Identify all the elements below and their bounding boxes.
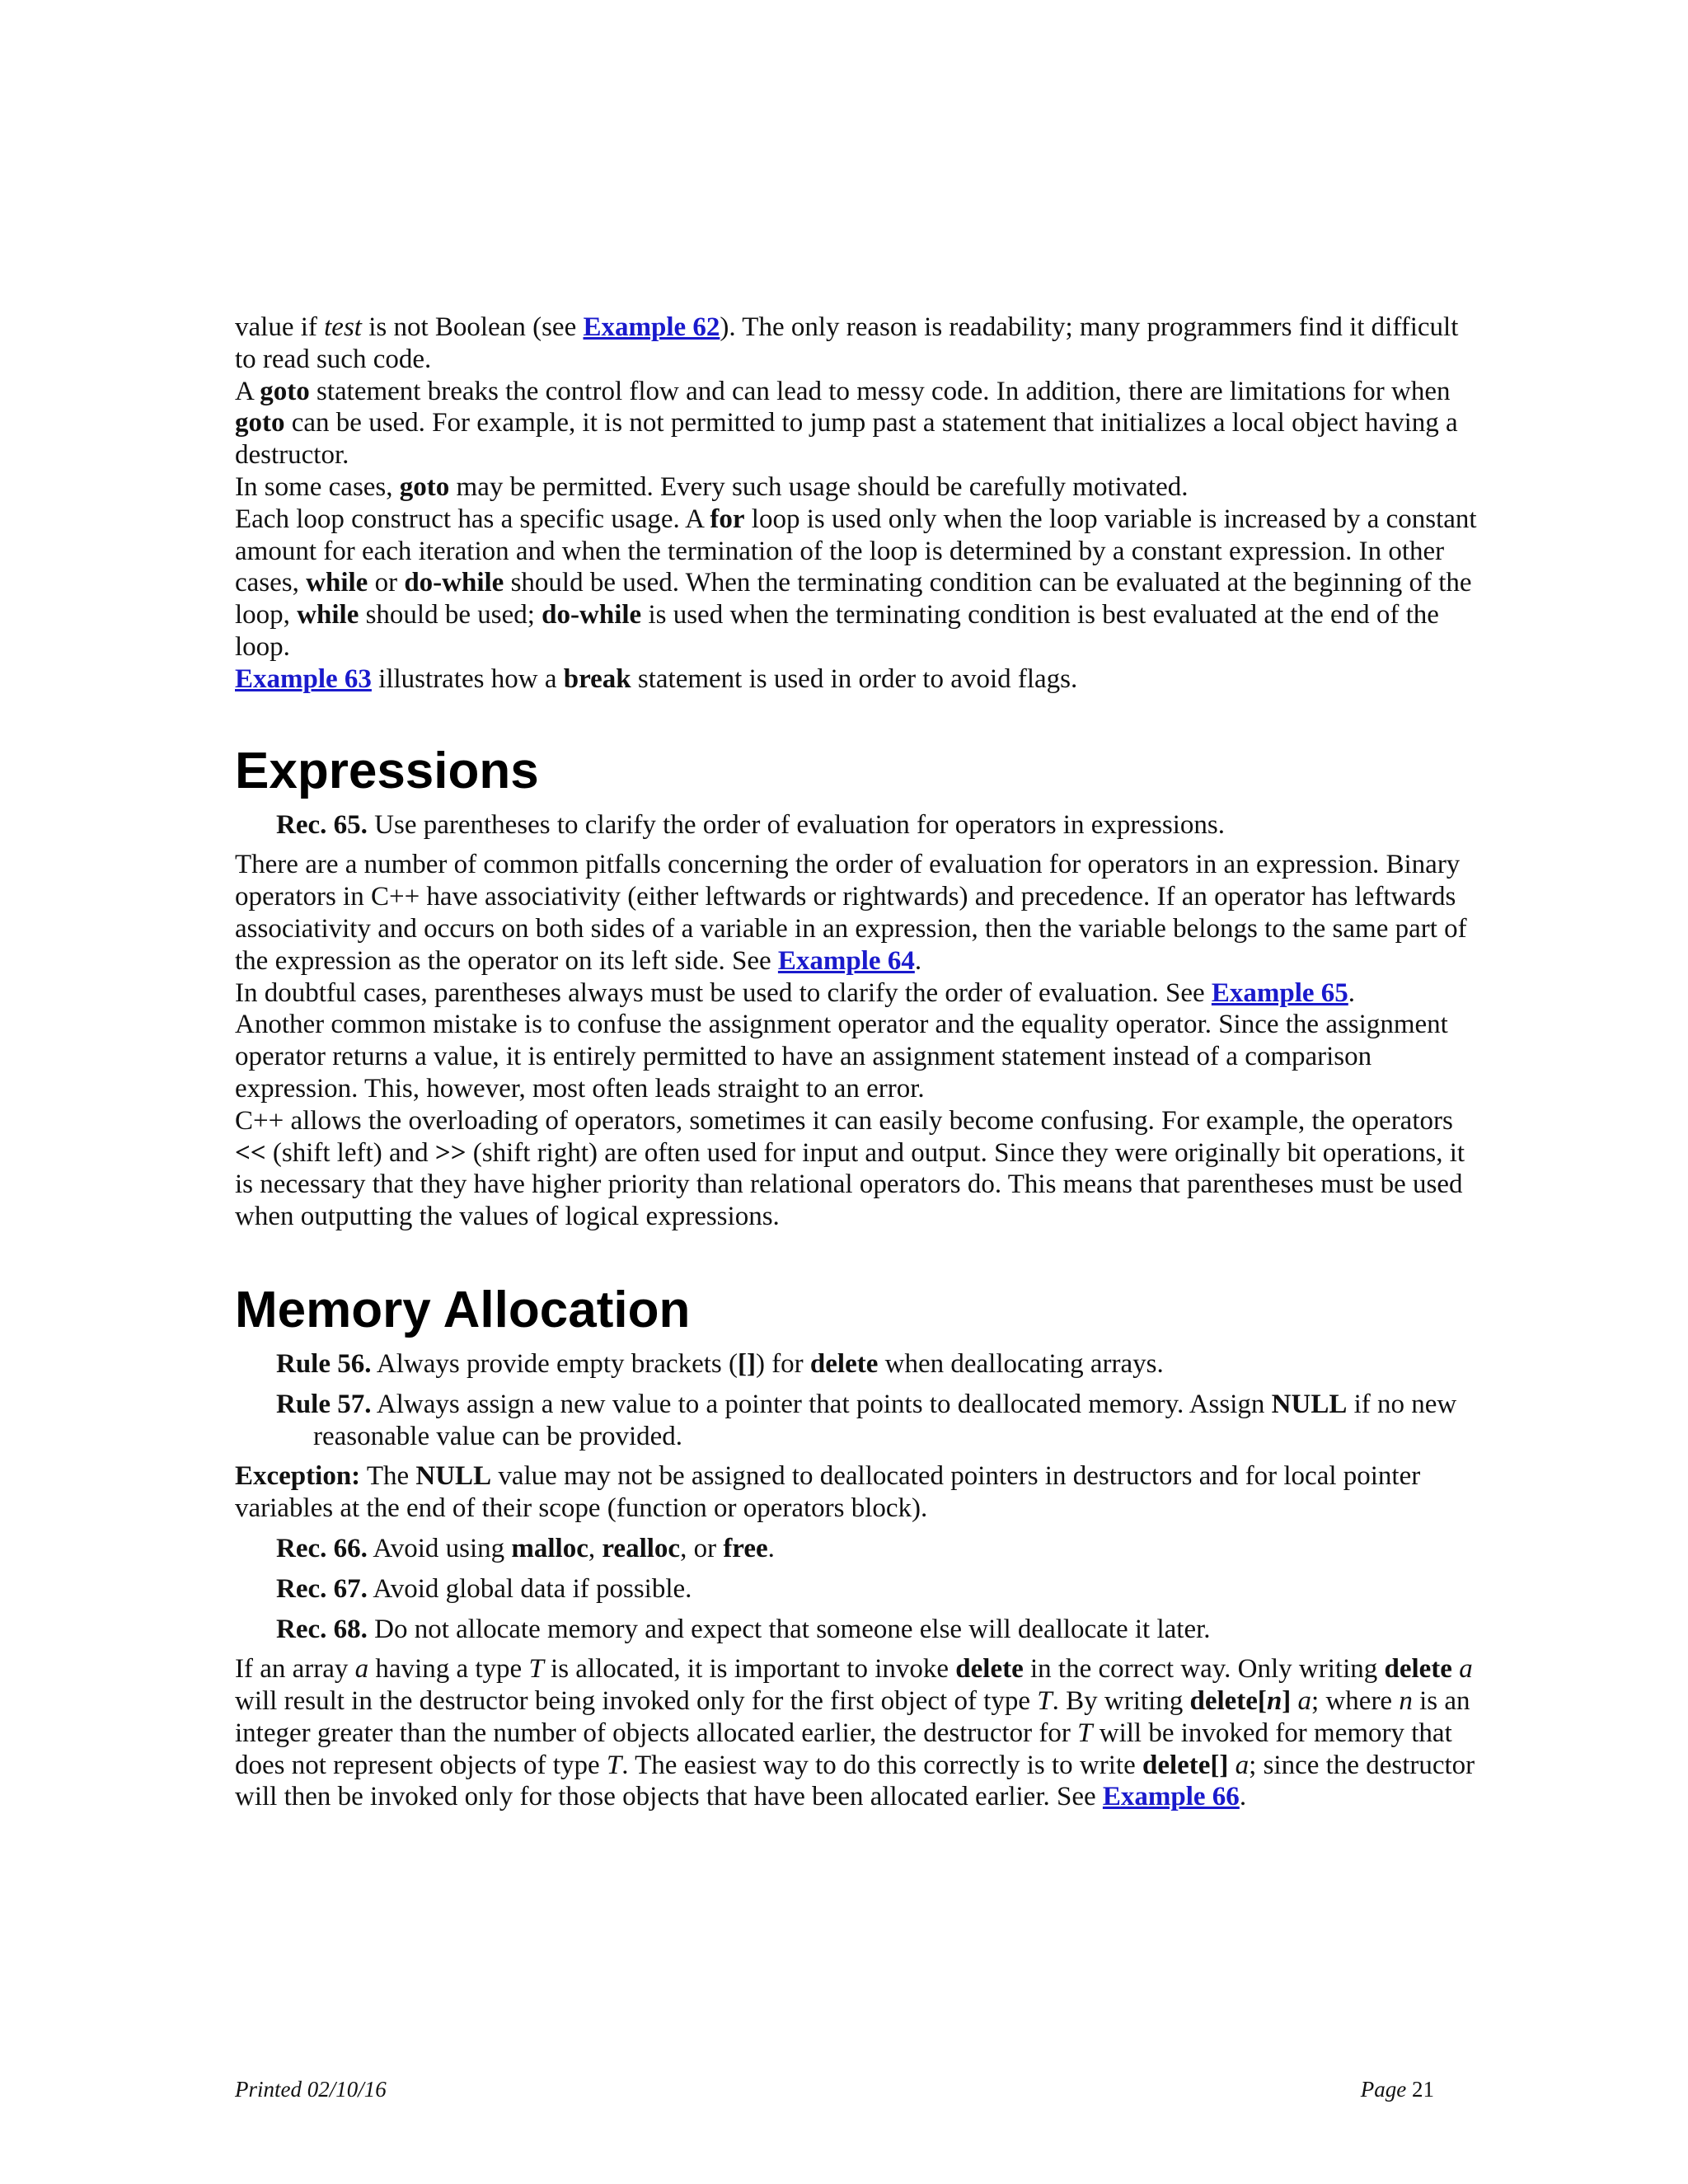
rule-56: Rule 56. Always provide empty brackets ([]) for delete when deallocating arrays.	[276, 1348, 1164, 1379]
paragraph-loop-construct: Each loop construct has a specific usage. A for loop is used only when the loop variable is increased by a constant amount for each iteration and when the termination of the loop is determined by a constant expression. In other cases, while or do-while should be used. When the terminating condition can be evaluated at the beginning of the loop, while should be used; do-while is used when the terminating condition is best evaluated at the end of the loop.	[235, 504, 1477, 662]
page-content	[235, 312, 1479, 1813]
printed-date: Printed 02/10/16	[235, 2077, 387, 2102]
rec-66: Rec. 66. Avoid using malloc, realloc, or free.	[276, 1533, 775, 1563]
heading-memory-allocation: Memory Allocation	[235, 1281, 691, 1338]
heading-expressions: Expressions	[235, 742, 539, 799]
paragraph-assignment-mistake: Another common mistake is to confuse the assignment operator and the equality operator. Since the assignment operator returns a value, it is entirely permitted to have an assignment statement instead of a comparison expression. This, however, most often leads straight to an error.	[235, 1010, 1448, 1104]
paragraph-overloading: C++ allows the overloading of operators, sometimes it can easily become confusing. For example, the operators << (shift left) and >> (shift right) are often used for input and output. Since they were originally bit operations, it is necessary that they have higher priority than relational operators do. This means that parentheses must be used when outputting the values of logical expressions.	[235, 1105, 1465, 1232]
paragraph-doubtful-cases: In doubtful cases, parentheses always must be used to clarify the order of evaluation. See Example 65.	[235, 977, 1356, 1008]
page-number: Page 21	[1360, 2077, 1434, 2102]
exception-null: Exception: The NULL value may not be assigned to deallocated pointers in destructors and for local pointer variables at the end of their scope (function or operators block).	[235, 1461, 1421, 1524]
link-example-64[interactable]: Example 64	[777, 945, 915, 976]
paragraph-test-boolean: value if test is not Boolean (see Example 62). The only reason is readability; many programmers find it difficult to read such code.	[235, 312, 1459, 374]
paragraph-pitfalls: There are a number of common pitfalls concerning the order of evaluation for operators in an expression. Binary operators in C++ have associativity (either leftwards or rightwards) and precedence. If an operator has leftwards associativity and occurs on both sides of a variable in an expression, then the variable belongs to the same part of the expression as the operator on its left side. See Example 64.	[235, 850, 1467, 976]
paragraph-goto: A goto statement breaks the control flow and can lead to messy code. In addition, there are limitations for when goto can be used. For example, it is not permitted to jump past a statement that initializes a local object having a destructor.	[235, 376, 1458, 471]
paragraph-delete-array: If an array a having a type T is allocated, it is important to invoke delete in the correct way. Only writing delete a will result in the destructor being invoked only for the first object of type T. By writing delete[n] a; where n is an integer greater than the number of objects allocated earlier, the destructor for T will be invoked for memory that does not represent objects of type T. The easiest way to do this correctly is to write delete[] a; since the destructor will then be invoked only for those objects that have been allocated earlier. See Example 66.	[235, 1654, 1475, 1812]
rec-65: Rec. 65. Use parentheses to clarify the order of evaluation for operators in expressions.	[276, 809, 1225, 840]
link-example-62[interactable]: Example 62	[583, 312, 720, 342]
paragraph-break: Example 63 illustrates how a break statement is used in order to avoid flags.	[235, 663, 1078, 694]
paragraph-goto-permitted: In some cases, goto may be permitted. Every such usage should be carefully motivated.	[235, 471, 1189, 502]
link-example-63[interactable]: Example 63	[235, 663, 372, 694]
rec-68: Rec. 68. Do not allocate memory and expect that someone else will deallocate it later.	[276, 1614, 1211, 1644]
link-example-66[interactable]: Example 66	[1102, 1782, 1240, 1812]
rec-67: Rec. 67. Avoid global data if possible.	[276, 1573, 692, 1604]
link-example-65[interactable]: Example 65	[1211, 977, 1348, 1008]
rule-57: Rule 57. Always assign a new value to a pointer that points to deallocated memory. Assign NULL if no new reasonable value can be provided.	[276, 1389, 1457, 1451]
